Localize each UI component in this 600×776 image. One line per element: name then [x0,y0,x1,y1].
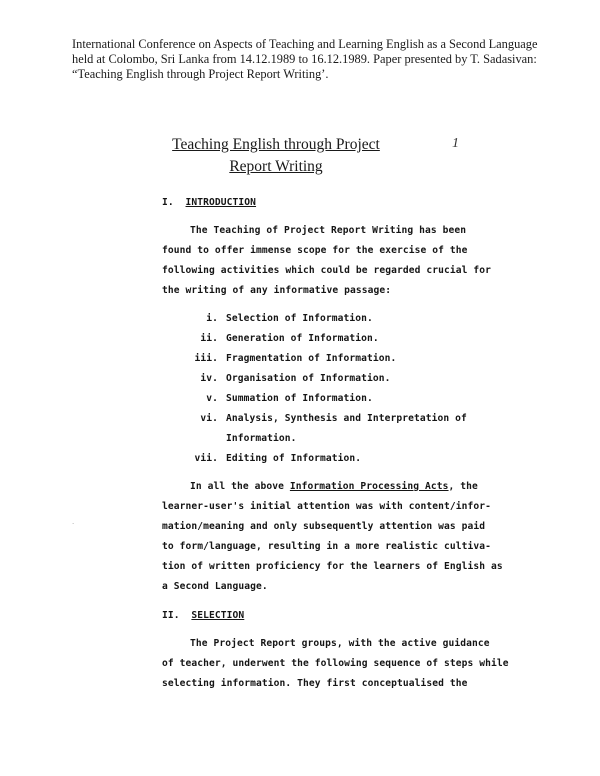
list-item-7: Editing of Information. [226,453,362,464]
para2-line-4: to form/language, resulting in a more realistic cultiva- [162,541,492,552]
para1-line-3: following activities which could be regarded crucial for [162,265,492,276]
section2-line-1: The Project Report groups, with the active guidance [190,638,490,649]
section-2-title: SELECTION [191,610,245,621]
para2-line-1 [190,481,478,492]
list-item-6-cont: Information. [226,433,297,444]
list-num-6: vi. [200,413,218,424]
para1-line-2: found to offer immense scope for the exercise of the [162,245,468,256]
list-num-4: iv. [200,373,218,384]
section-2-heading [162,610,244,621]
para2-suffix: , the [448,481,478,492]
scan-speck: · [72,520,75,528]
para2-underlined-term: Information Processing Acts [289,481,449,492]
title-text-1: Teaching English through Project [172,136,380,153]
list-item-3: Fragmentation of Information. [226,353,397,364]
para2-line-3: mation/meaning and only subsequently attention was paid [162,521,486,532]
header-line-2: held at Colombo, Sri Lanka from 14.12.1989 to 16.12.1989. Paper presented by T. Sadasivan: [72,52,537,66]
section2-line-2: of teacher, underwent the following sequence of steps while [162,658,509,669]
para1-line-1: The Teaching of Project Report Writing has been [190,225,467,236]
para2-line-2: learner-user's initial attention was with content/infor- [162,501,492,512]
section-1-number: I. [162,197,174,208]
list-num-3: iii. [194,353,218,364]
para2-prefix: In all the above [190,481,290,492]
section-2-number: II. [162,610,180,621]
list-num-7: vii. [194,453,218,464]
list-item-6: Analysis, Synthesis and Interpretation of [226,413,467,424]
list-num-1: i. [206,313,218,324]
title-text-2: Report Writing [229,158,323,175]
list-num-5: v. [206,393,218,404]
list-num-2: ii. [200,333,218,344]
header-line-3: “Teaching English through Project Report Writing’. [72,67,329,81]
para2-line-5: tion of written proficiency for the learners of English as [162,561,503,572]
list-item-4: Organisation of Information. [226,373,391,384]
list-item-2: Generation of Information. [226,333,379,344]
document-header [72,37,542,82]
header-line-1: International Conference on Aspects of Teaching and Learning English as a Second Language [72,37,538,51]
section2-line-3: selecting information. They first conceptualised the [162,678,468,689]
para1-line-4: the writing of any informative passage: [162,285,392,296]
page-number-mark: 1 [452,136,459,151]
title-line-2 [0,158,576,176]
section-1-title: INTRODUCTION [185,197,257,208]
para2-line-6: a Second Language. [162,581,268,592]
section-1-heading [162,197,256,208]
list-item-1: Selection of Information. [226,313,373,324]
list-item-5: Summation of Information. [226,393,373,404]
title-line-1 [0,136,576,154]
